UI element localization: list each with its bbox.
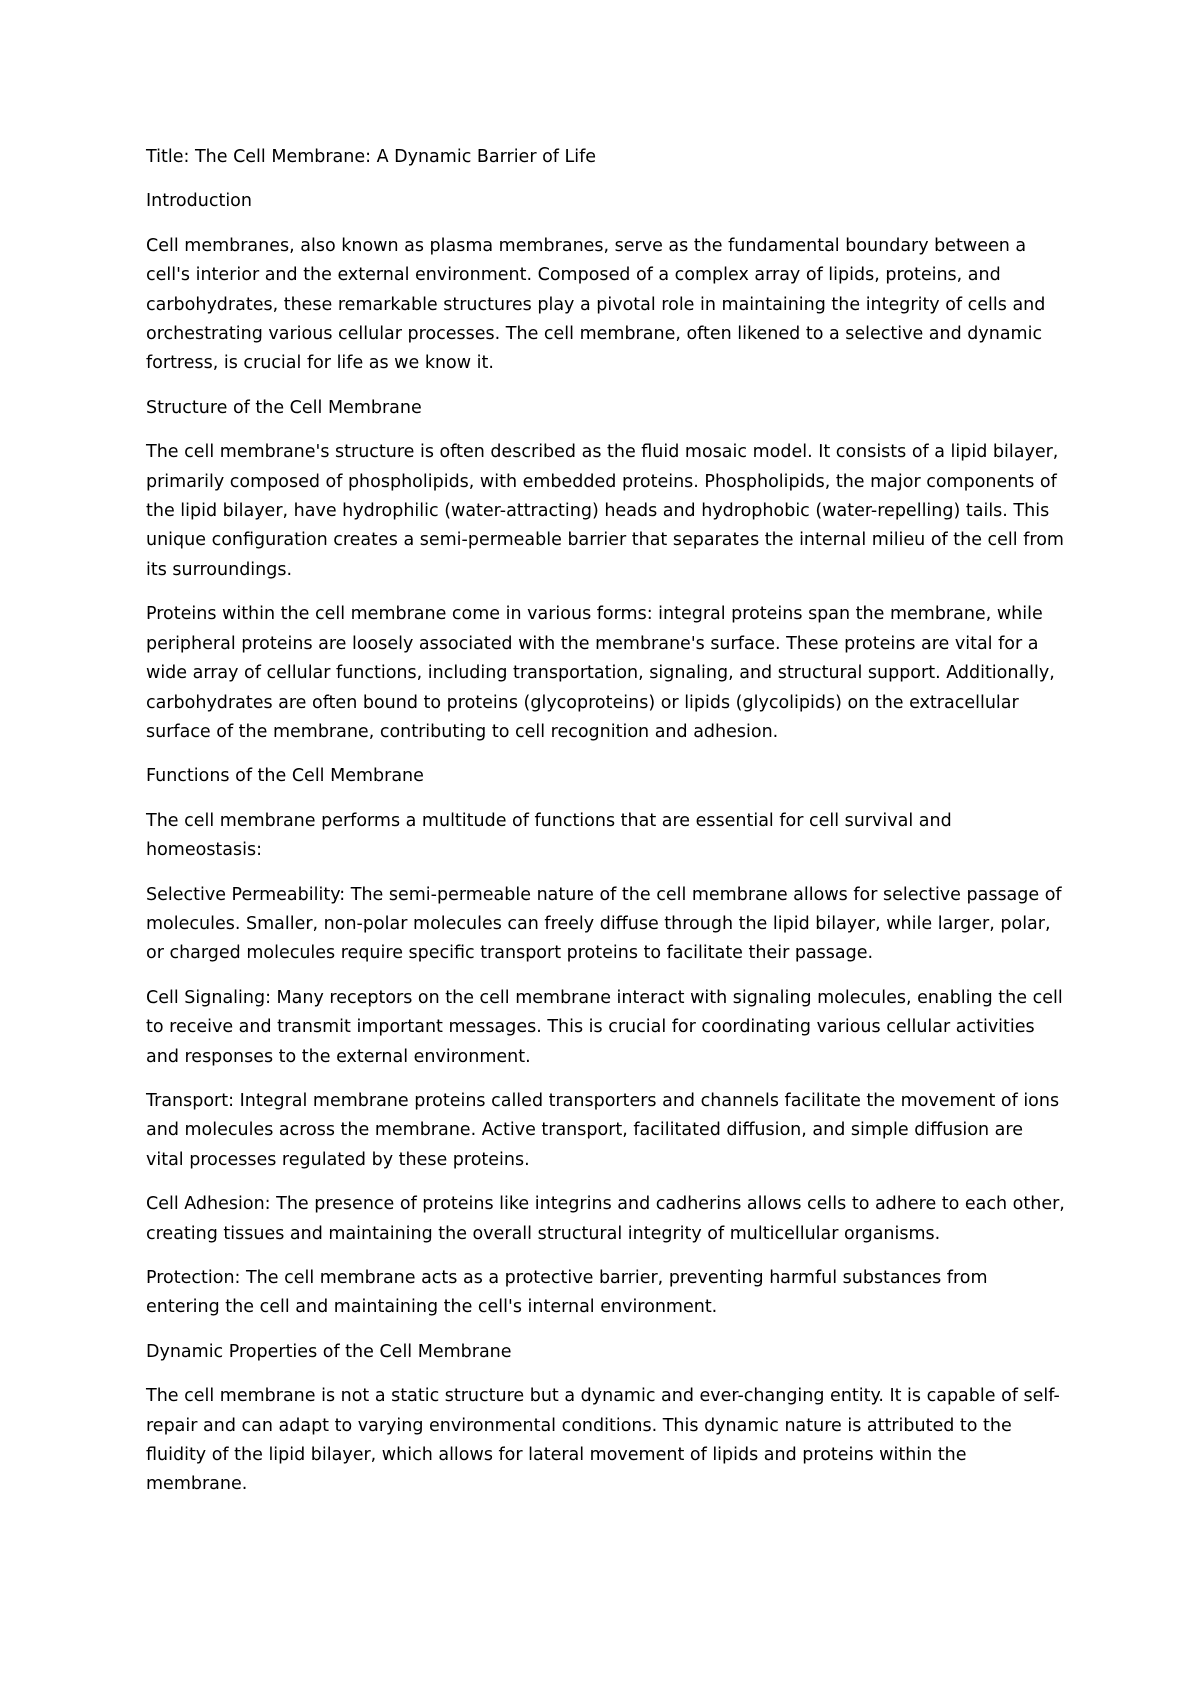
paragraph-cell-signaling: Cell Signaling: Many receptors on the cell membrane interact with signaling molecules, enabling the cell to receive and transmit important messages. This is crucial for coordinating various cellular activities and responses to the external environment.	[146, 987, 1063, 1067]
paragraph-introduction: Cell membranes, also known as plasma membranes, serve as the fundamental boundary between a cell's interior and the external environment. Composed of a complex array of lipids, proteins, and carbohydrates, these remarkable structures play a pivotal role in maintaining the integrity of cells and orchestrating various cellular processes. The cell membrane, often likened to a selective and dynamic fortress, is crucial for life as we know it.	[146, 235, 1046, 374]
paragraph-dynamic-properties: The cell membrane is not a static structure but a dynamic and ever-changing entity. It is capable of self-repair and can adapt to varying environmental conditions. This dynamic nature is attributed to the fluidity of the lipid bilayer, which allows for lateral movement of lipids and proteins within the membrane.	[146, 1386, 1060, 1495]
paragraph-structure-2: Proteins within the cell membrane come in various forms: integral proteins span the membrane, while peripheral proteins are loosely associated with the membrane's surface. These proteins are vital for a wide array of cellular functions, including transportation, signaling, and structural support. Additionally, carbohydrates are often bound to proteins (glycoproteins) or lipids (glycolipids) on the extracellular surface of the membrane, contributing to cell recognition and adhesion.	[146, 604, 1055, 742]
document-title: Title: The Cell Membrane: A Dynamic Barrier of Life	[146, 147, 597, 167]
paragraph-transport: Transport: Integral membrane proteins called transporters and channels facilitate the movement of ions and molecules across the membrane. Active transport, facilitated diffusion, and simple diffusion are vital processes regulated by these proteins.	[146, 1090, 1060, 1170]
section-heading-structure: Structure of the Cell Membrane	[146, 397, 422, 418]
section-heading-introduction: Introduction	[146, 191, 252, 212]
paragraph-structure-1: The cell membrane's structure is often described as the fluid mosaic model. It consists of a lipid bilayer, primarily composed of phospholipids, with embedded proteins. Phospholipids, the major components of the lipid bilayer, have hydrophilic (water-attracting) heads and hydrophobic (water-repelling) tails. This unique configuration creates a semi-permeable barrier that separates the internal milieu of the cell from its surroundings.	[146, 442, 1064, 580]
section-heading-dynamic-properties: Dynamic Properties of the Cell Membrane	[146, 1341, 512, 1362]
paragraph-cell-adhesion: Cell Adhesion: The presence of proteins like integrins and cadherins allows cells to adhere to each other, creating tissues and maintaining the overall structural integrity of multicellular organisms.	[146, 1194, 1065, 1244]
paragraph-selective-permeability: Selective Permeability: The semi-permeable nature of the cell membrane allows for selective passage of molecules. Smaller, non-polar molecules can freely diffuse through the lipid bilayer, while larger, polar, or charged molecules require specific transport proteins to facilitate their passage.	[146, 884, 1062, 964]
paragraph-functions-intro: The cell membrane performs a multitude of functions that are essential for cell survival and homeostasis:	[146, 810, 952, 861]
paragraph-protection: Protection: The cell membrane acts as a protective barrier, preventing harmful substances from entering the cell and maintaining the cell's internal environment.	[146, 1268, 988, 1318]
section-heading-functions: Functions of the Cell Membrane	[146, 766, 424, 787]
document-body	[146, 143, 1066, 1515]
